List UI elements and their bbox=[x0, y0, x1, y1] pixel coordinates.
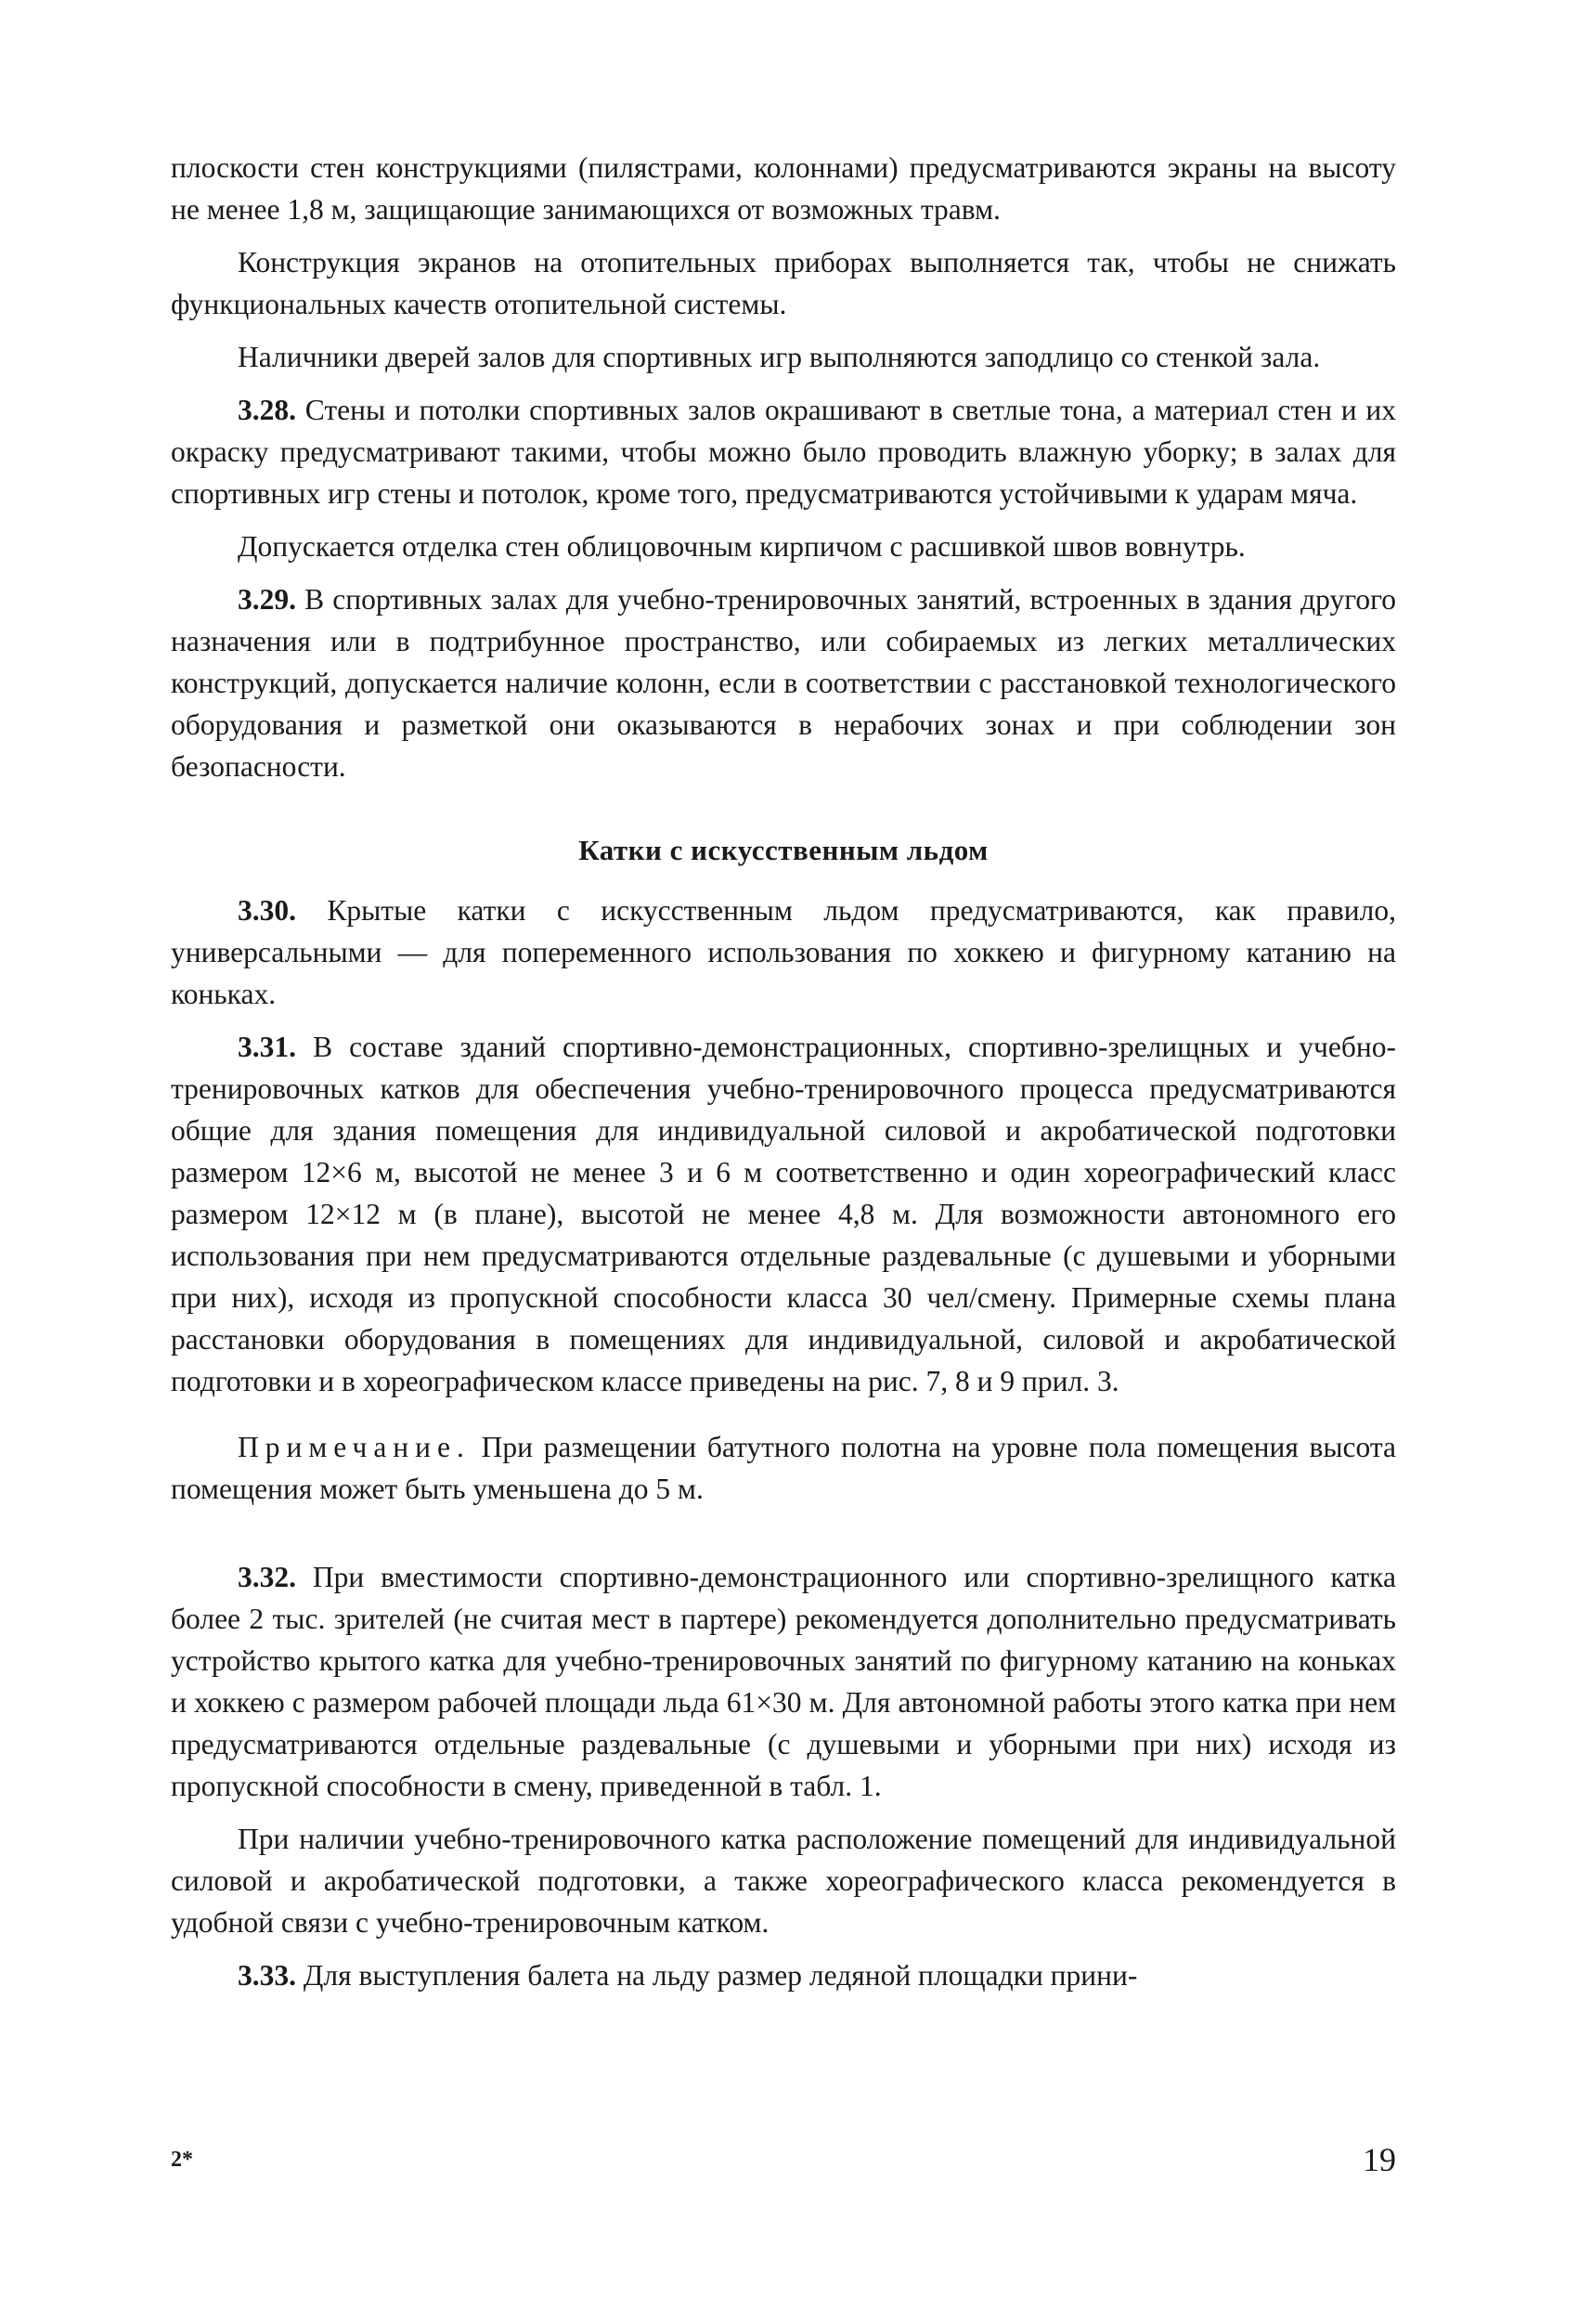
clause-text: Крытые катки с искусственным льдом предусматриваются, как правило, универсальными — для попеременного использования по хоккею и фигурному катанию на коньках. bbox=[171, 894, 1396, 1010]
paragraph-3-33 bbox=[171, 1954, 1396, 1996]
clause-number: 3.30. bbox=[238, 894, 296, 927]
paragraph-training-rink: При наличии учебно-тренировочного катка расположение помещений для индивидуальной силовой и акробатической подготовки, а также хореографического класса рекомендуется в удобной связи с учебно-тренировочным катком. bbox=[171, 1823, 1396, 1939]
clause-number: 3.28. bbox=[238, 394, 296, 426]
page-footer bbox=[171, 2140, 1396, 2187]
paragraph-3-30 bbox=[171, 889, 1396, 1015]
clause-text: В спортивных залах для учебно-тренировочных занятий, встроенных в здания другого назначения или в подтрибунное пространство, или собираемых из легких металлических конструкций, допускается наличие колонн, если в соответствии с расстановкой технологического оборудования и разметкой они оказываются в нерабочих зонах и при соблюдении зон безопасности. bbox=[171, 583, 1397, 783]
note-text: При размещении батутного полотна на уровне пола помещения высота помещения может быть уменьшена до 5 м. bbox=[171, 1431, 1396, 1505]
clause-number: 3.33. bbox=[238, 1959, 296, 1992]
clause-number: 3.31. bbox=[238, 1031, 296, 1063]
paragraph-brick-finish: Допускается отделка стен облицовочным кирпичом с расшивкой швов вовнутрь. bbox=[238, 530, 1246, 563]
clause-number: 3.29. bbox=[238, 583, 296, 616]
paragraph-3-28 bbox=[171, 389, 1396, 514]
paragraph-heaters: Конструкция экранов на отопительных приборах выполняется так, чтобы не снижать функциональных качеств отопительной системы. bbox=[171, 246, 1396, 320]
clause-number: 3.32. bbox=[238, 1561, 296, 1593]
page-number: 19 bbox=[1363, 2141, 1396, 2178]
clause-text: Стены и потолки спортивных залов окрашивают в светлые тона, а материал стен и их окраску предусматривают такими, чтобы можно было проводить влажную уборку; в залах для спортивных игр стены и потолок, кроме того, предусматриваются устойчивыми к ударам мяча. bbox=[171, 394, 1396, 510]
document-page bbox=[171, 147, 1396, 1996]
clause-text: В составе зданий спортивно-демонстрационных, спортивно-зрелищных и учебно-тренировочных катков для обеспечения учебно-тренировочного процесса предусматриваются общие для здания помещения для индивидуальной силовой и акробатической подготовки размером 12×6 м, высотой не менее 3 и 6 м соответственно и один хореографический класс размером 12×12 м (в плане), высотой не менее 4,8 м. Для возможности автономного его использования при нем предусматриваются отдельные раздевальные (с душевыми и уборными при них), исходя из пропускной способности класса 30 чел/смену. Примерные схемы плана расстановки оборудования в помещениях для индивидуальной, силовой и акробатической подготовки и в хореографическом классе приведены на рис. 7, 8 и 9 прил. 3. bbox=[171, 1031, 1397, 1397]
paragraph-door-trims: Наличники дверей залов для спортивных игр выполняются заподлицо со стенкой зала. bbox=[238, 341, 1321, 373]
paragraph-3-29 bbox=[171, 578, 1396, 787]
clause-text: Для выступления балета на льду размер ледяной площадки прини- bbox=[303, 1959, 1138, 1992]
sheet-signature: 2* bbox=[171, 2148, 193, 2172]
note bbox=[171, 1426, 1396, 1510]
note-label: Примечание. bbox=[238, 1431, 471, 1463]
paragraph-continuation: плоскости стен конструкциями (пилястрами, колоннами) предусматриваются экраны на высоту не менее 1,8 м, защищающие занимающихся от возможных травм. bbox=[171, 151, 1396, 226]
paragraph-3-32 bbox=[171, 1556, 1396, 1807]
clause-text: При вместимости спортивно-демонстрационного или спортивно-зрелищного катка более 2 тыс. зрителей (не считая мест в партере) рекомендуется дополнительно предусматривать устройство крытого катка для учебно-тренировочных занятий по фигурному катанию на коньках и хоккею с размером рабочей площади льда 61×30 м. Для автономной работы этого катка при нем предусматриваются отдельные раздевальные (с душевыми и уборными при них) исходя из пропускной способности в смену, приведенной в табл. 1. bbox=[171, 1561, 1396, 1802]
section-heading: Катки с искусственным льдом bbox=[578, 834, 989, 866]
paragraph-3-31 bbox=[171, 1026, 1396, 1402]
